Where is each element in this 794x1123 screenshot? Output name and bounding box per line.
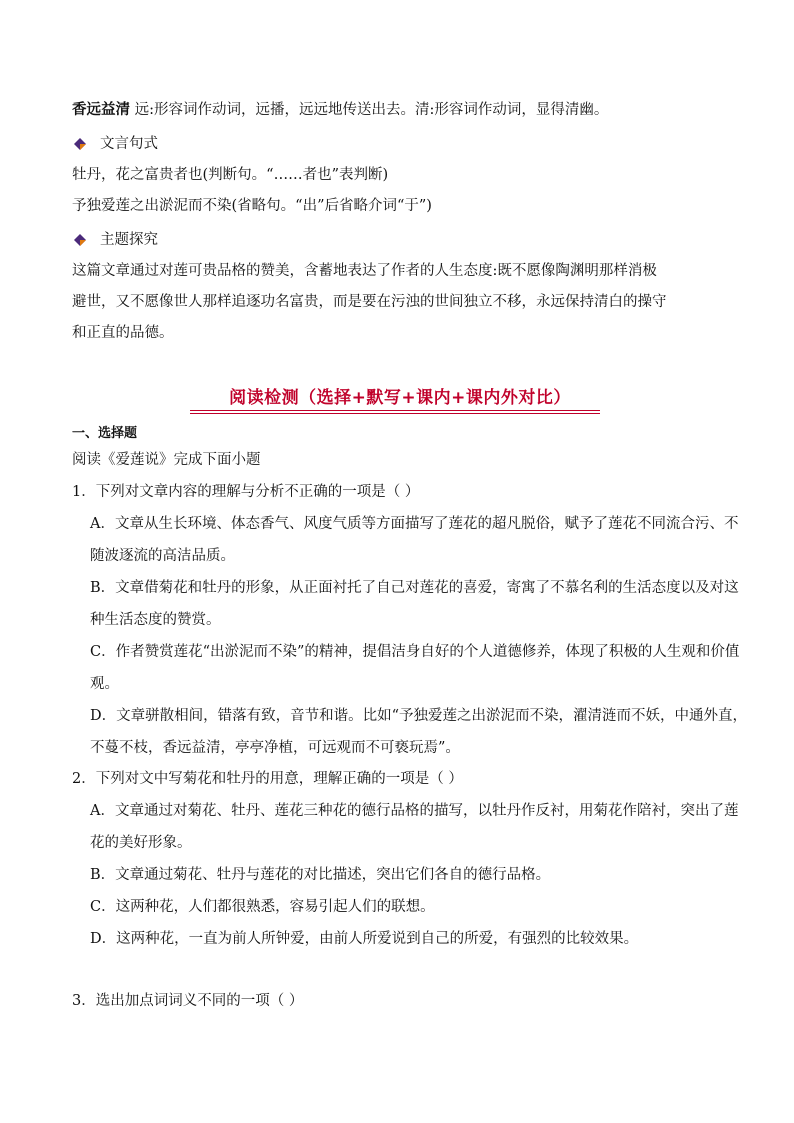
diamond-bullet-icon [74,234,86,246]
q2-stem: 2．下列对文中写菊花和牡丹的用意，理解正确的一项是（ ） [72,771,463,787]
reading-intro: 阅读《爱莲说》完成下面小题 [72,452,261,468]
q2-option-a: A．文章通过对菊花、牡丹、莲花三种花的德行品格的描写，以牡丹作反衬，用菊花作陪衬，突出了莲 [90,803,739,819]
q2-option-c: C．这两种花，人们都很熟悉，容易引起人们的联想。 [90,899,435,915]
theme-line-1: 这篇文章通过对莲可贵品格的赞美，含蓄地表达了作者的人生态度:既不愿像陶渊明那样消极 [72,263,657,279]
diamond-bullet-icon [74,138,86,150]
q1-option-b: B．文章借菊花和牡丹的形象，从正面衬托了自己对莲花的喜爱，寄寓了不慕名利的生活态度以及对这 [90,580,739,596]
q1-option-c-cont: 观。 [90,676,119,692]
sentence-1: 牡丹，花之富贵者也(判断句。“……者也”表判断) [72,167,389,183]
q2-option-a-cont: 花的美好形象。 [90,835,192,851]
term: 香远益清 [72,101,130,118]
q1-option-d-cont: 不蔓不枝，香远益清，亭亭净植，可远观而不可亵玩焉”。 [90,740,460,756]
term-line [72,100,608,120]
q1-stem: 1．下列对文章内容的理解与分析不正确的一项是（ ） [72,484,420,500]
q2-option-d: D．这两种花，一直为前人所钟爱，由前人所爱说到自己的所爱，有强烈的比较效果。 [90,931,639,947]
q1-option-a: A．文章从生长环境、体态香气、风度气质等方面描写了莲花的超凡脱俗，赋予了莲花不同流合污、不 [90,516,739,532]
q1-option-b-cont: 种生活态度的赞赏。 [90,612,221,628]
theme-line-2: 避世，又不愿像世人那样追逐功名富贵，而是要在污浊的世间独立不移，永远保持清白的操守 [72,294,667,310]
q1-option-a-cont: 随波逐流的高洁品质。 [90,548,235,564]
heading-theme: 主题探究 [100,232,158,248]
term-explanation: 远:形容词作动词，远播，远远地传送出去。清:形容词作动词，显得清幽。 [134,102,609,118]
theme-line-3: 和正直的品德。 [72,325,174,341]
q2-option-b: B．文章通过菊花、牡丹与莲花的对比描述，突出它们各自的德行品格。 [90,867,551,883]
heading-sentence: 文言句式 [100,136,158,152]
q1-option-d: D．文章骈散相间，错落有致，音节和谐。比如“予独爱莲之出淤泥而不染，濯清涟而不妖，中通外直， [90,708,748,724]
sentence-2: 予独爱莲之出淤泥而不染(省略句。“出”后省略介词“于”) [72,198,432,214]
section-title: 阅读检测（选择+默写+课内+课内外对比） [229,388,571,408]
section-title-underline [190,410,600,414]
part-heading: 一、选择题 [72,426,138,441]
q1-option-c: C．作者赞赏莲花“出淤泥而不染”的精神，提倡洁身自好的个人道德修养，体现了积极的人生观和价值 [90,644,740,660]
q3-stem: 3．选出加点词词义不同的一项（ ） [72,993,304,1009]
